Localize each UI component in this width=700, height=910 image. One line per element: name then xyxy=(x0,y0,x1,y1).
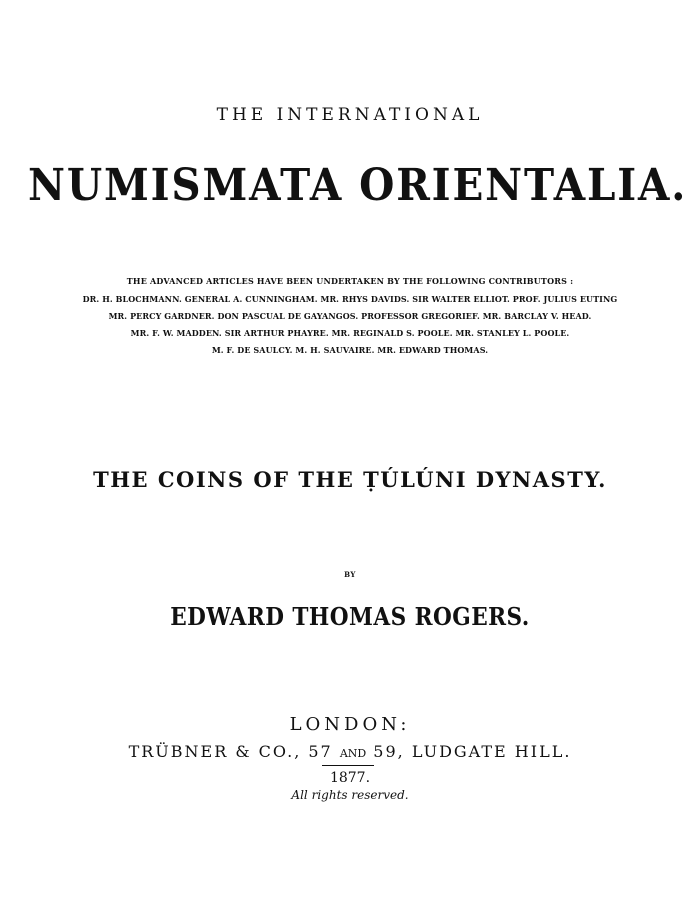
author-name: EDWARD THOMAS ROGERS. xyxy=(170,602,530,631)
contributors-line-3: MR. F. W. MADDEN. SIR ARTHUR PHAYRE. MR. REGINALD S. POOLE. MR. STANLEY L. POOLE. xyxy=(130,328,570,338)
publication-year: 1877. xyxy=(329,770,371,786)
by-line: BY xyxy=(344,570,356,579)
series-line: THE INTERNATIONAL xyxy=(216,105,484,125)
work-title: THE COINS OF THE ṬÚLÚNI DYNASTY. xyxy=(93,467,607,492)
publication-city: LONDON: xyxy=(289,714,411,735)
contributors-heading: THE ADVANCED ARTICLES HAVE BEEN UNDERTAKEN BY THE FOLLOWING CONTRIBUTORS : xyxy=(126,276,574,286)
contributors-line-4: M. F. DE SAULCY. M. H. SAUVAIRE. MR. EDWARD THOMAS. xyxy=(211,345,489,355)
rights-notice: All rights reserved. xyxy=(291,788,409,802)
contributors-line-2: MR. PERCY GARDNER. DON PASCUAL DE GAYANGOS. PROFESSOR GREGORIEF. MR. BARCLAY V. HEAD. xyxy=(108,311,592,321)
contributors-line-1: DR. H. BLOCHMANN. GENERAL A. CUNNINGHAM. MR. RHYS DAVIDS. SIR WALTER ELLIOT. PROF. JULIUS EUTING xyxy=(82,294,618,304)
publisher-address: 59, LUDGATE HILL. xyxy=(373,742,572,761)
main-title: NUMISMATA ORIENTALIA. xyxy=(28,160,688,211)
divider-rule xyxy=(322,765,374,766)
publisher-and: AND xyxy=(339,747,367,760)
publisher-line xyxy=(0,742,700,761)
publisher-name: TRÜBNER & CO., 57 xyxy=(128,742,333,761)
